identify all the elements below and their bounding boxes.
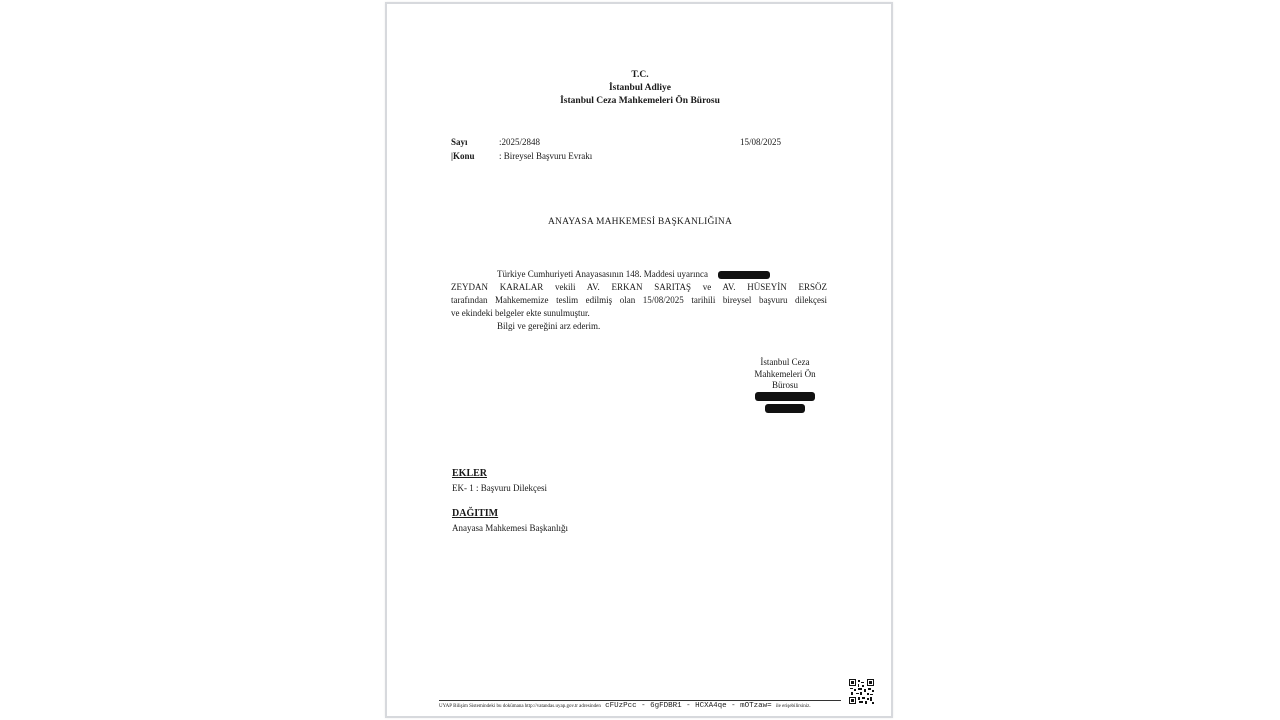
redaction-mark — [718, 271, 770, 279]
body-line-1-text: Türkiye Cumhuriyeti Anayasasının 148. Maddesi uyarınca — [497, 269, 708, 279]
signature-block — [725, 357, 845, 392]
sayi-value: :2025/2848 — [499, 137, 541, 147]
ekler-title: EKLER — [452, 468, 488, 479]
addressee-title: ANAYASA MAHKEMESİ BAŞKANLIĞINA — [547, 217, 733, 227]
signature-line-1: İstanbul Ceza — [760, 357, 810, 367]
header-courthouse: İstanbul Adliye — [608, 83, 672, 93]
document-page — [385, 2, 893, 718]
body-line-3 — [451, 294, 827, 307]
konu-label: |Konu — [451, 151, 475, 161]
body-line-5: Bilgi ve gereğini arz ederim. — [497, 321, 601, 331]
signature-line-2: Mahkemeleri Ön — [754, 368, 816, 379]
body-line-2 — [451, 281, 827, 294]
document-date: 15/08/2025 — [740, 137, 782, 147]
footer-suffix: ile erişebilirsiniz. — [775, 704, 811, 709]
dagitim-title: DAĞITIM — [452, 508, 499, 519]
body-line-2-text: ZEYDAN KARALAR vekili AV. ERKAN SARITAŞ ve AV. HÜSEYİN ERSÖZ — [451, 282, 827, 292]
header-office: İstanbul Ceza Mahkemeleri Ön Bürosu — [560, 96, 720, 106]
qr-code-icon — [849, 679, 874, 704]
sayi-label: Sayı — [451, 137, 468, 147]
body-line-4: ve ekindeki belgeler ekte sunulmuştur. — [451, 308, 590, 318]
body-line-1 — [497, 268, 770, 281]
redacted-signature-title — [765, 404, 805, 413]
konu-value: : Bireysel Başvuru Evrakı — [499, 151, 593, 161]
footer-divider — [439, 700, 841, 701]
ekler-item: EK- 1 : Başvuru Dilekçesi — [452, 483, 547, 493]
redacted-signature-name — [755, 392, 815, 401]
dagitim-item: Anayasa Mahkemesi Başkanlığı — [452, 523, 568, 533]
footer-code: cFUzPcc - 6gFDBR1 - HCXA4qe - mOTzaw= — [605, 702, 772, 710]
footer-prefix: UYAP Bilişim Sistemindeki bu dokümana http://vatandas.uyap.gov.tr adresinden — [439, 704, 601, 709]
signature-line-3: Bürosu — [771, 380, 798, 390]
footer-verification — [439, 702, 811, 710]
header-country: T.C. — [631, 70, 649, 80]
body-line-3-text: tarafından Mahkememize teslim edilmiş olan 15/08/2025 tarihili bireysel başvuru dilekçesi — [451, 295, 827, 305]
